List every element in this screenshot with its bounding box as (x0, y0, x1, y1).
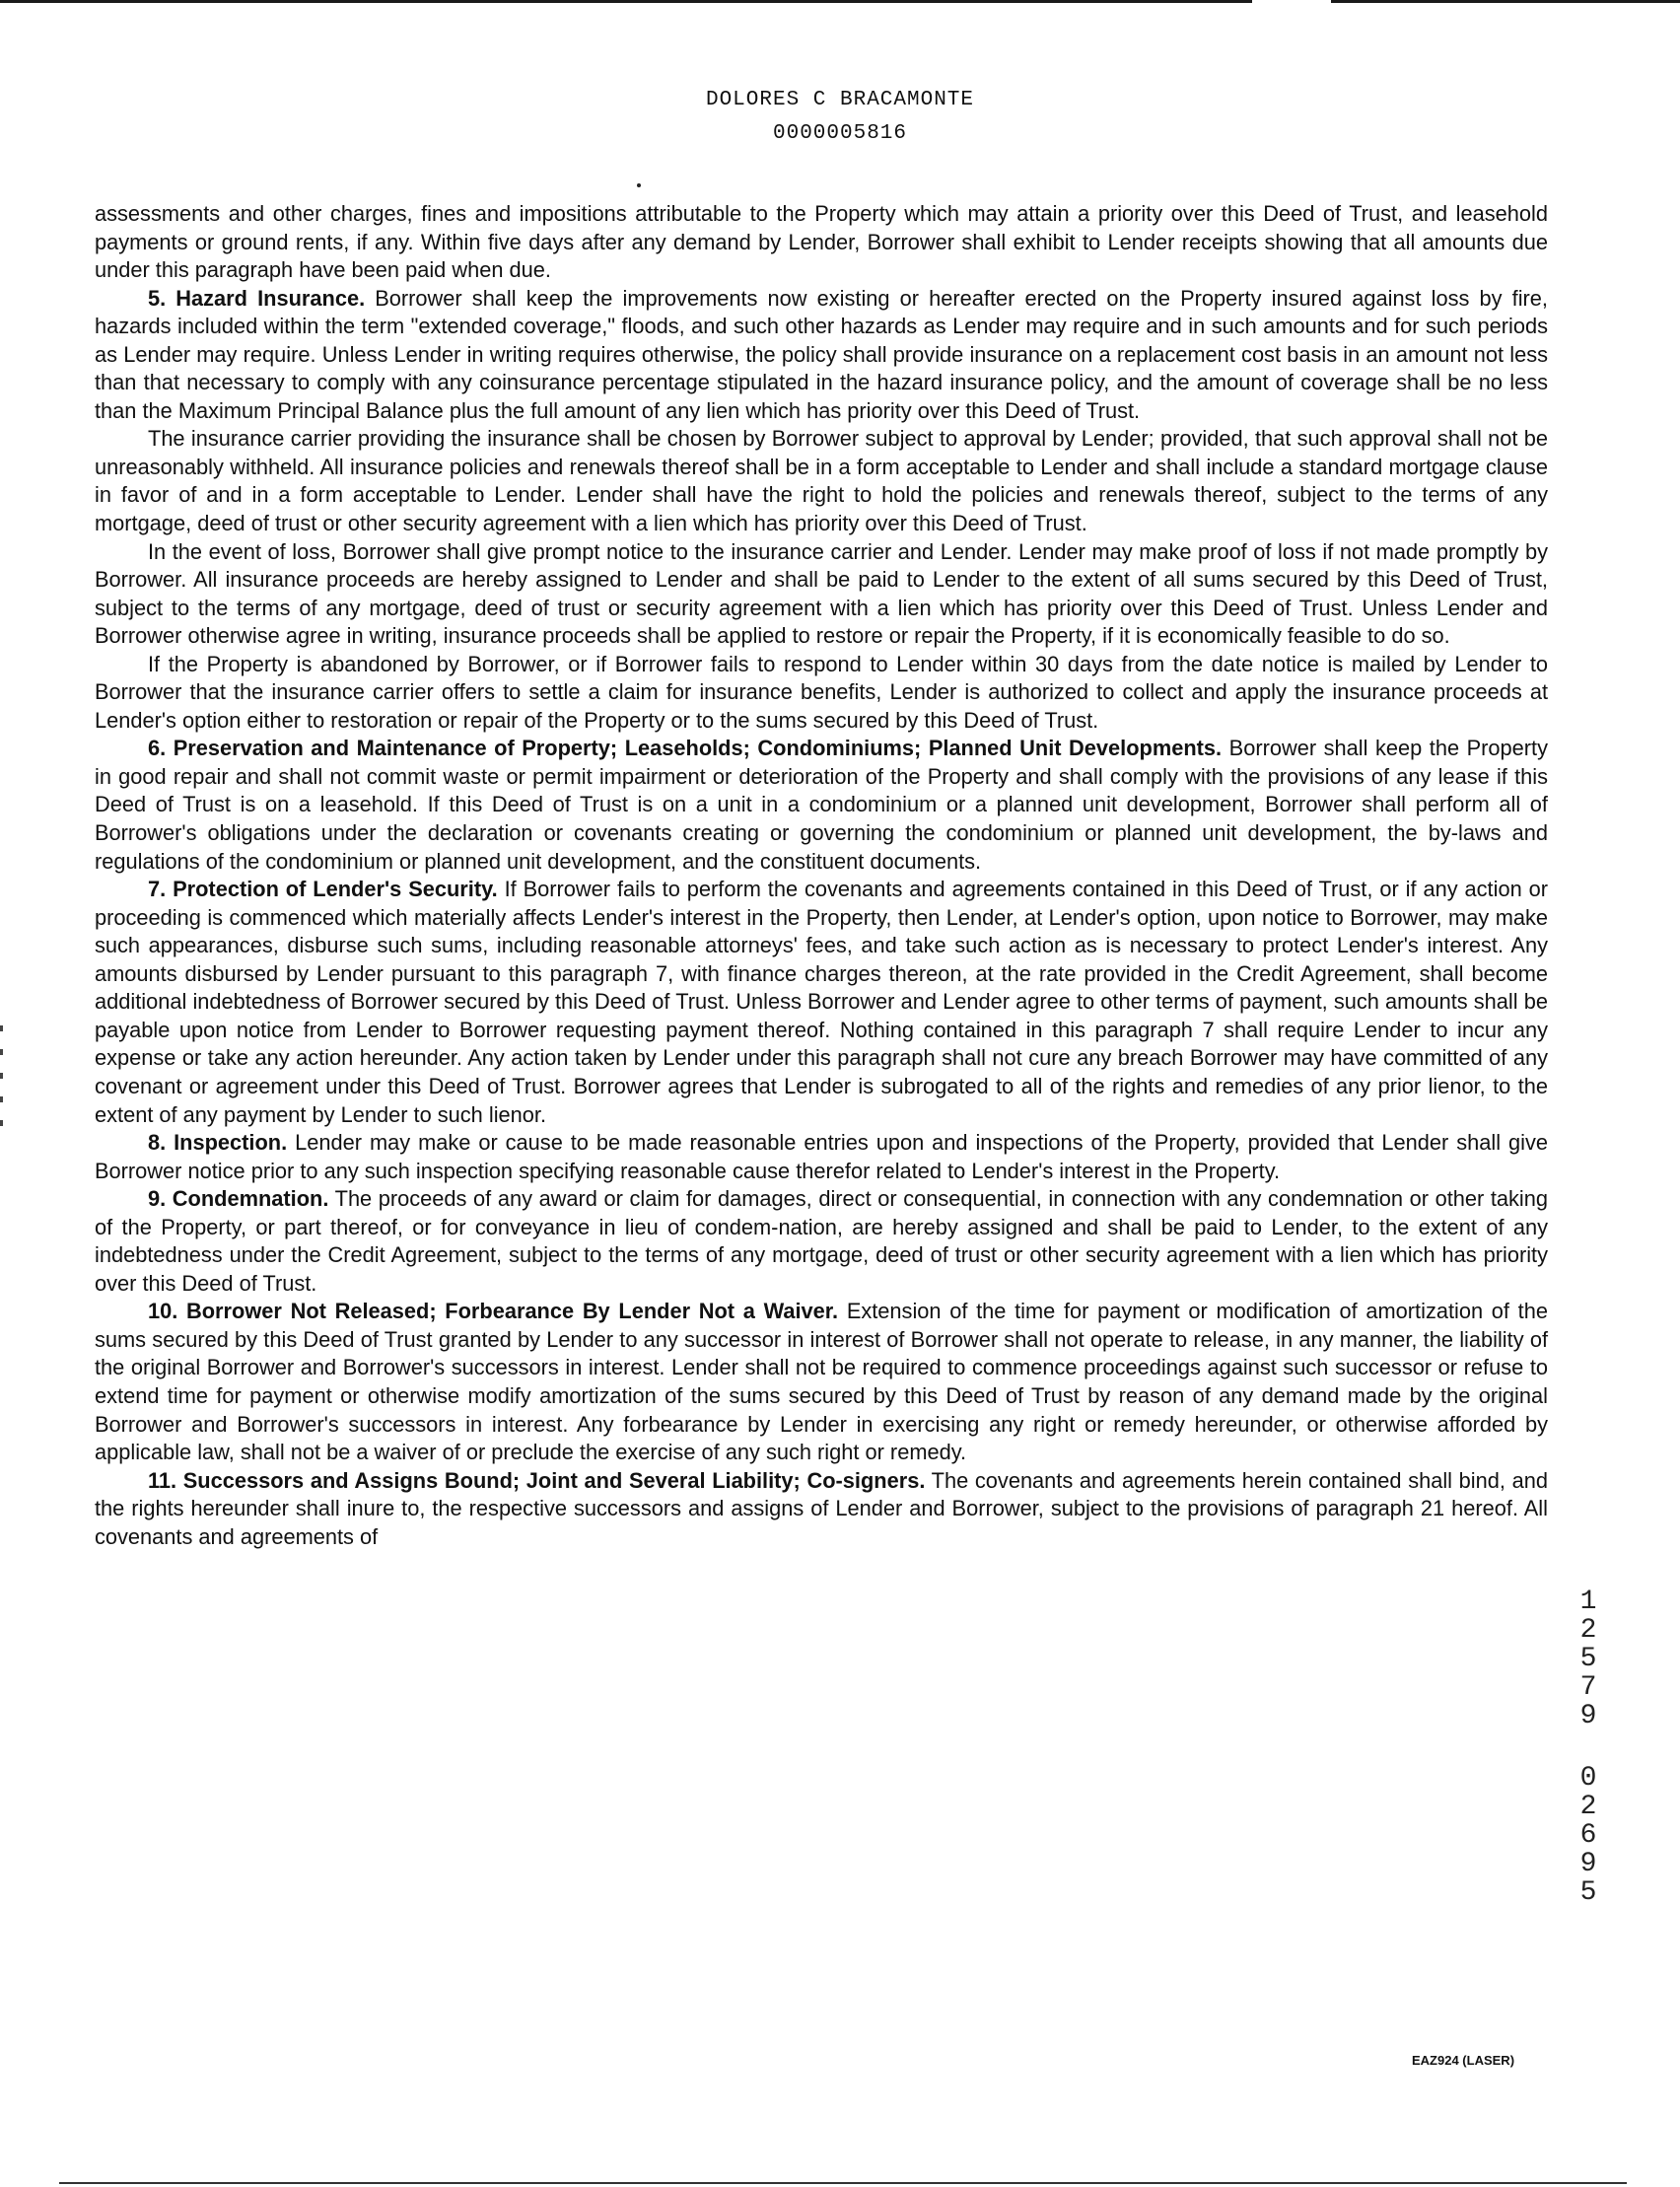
bottom-border-line (59, 2182, 1627, 2184)
scan-edge-mark (0, 1096, 3, 1102)
paragraph-text: If Borrower fails to perform the covenants and agreements contained in this Deed of Trust, or if any action or proceeding is commenced which materially affects Lender's interest in the Property, then Lender, at Lender's option, upon notice to Borrower, may make such appearances, disburse such sums, including reasonable attorneys' fees, and take such action as is necessary to protect Lender's interest. Any amounts disbursed by Lender pursuant to this paragraph 7, with finance charges thereon, at the rate provided in the Credit Agreement, shall become additional indebtedness of Borrower secured by this Deed of Trust. Unless Borrower and Lender agree to other terms of payment, such amounts shall be payable upon notice from Lender to Borrower requesting payment thereof. Nothing contained in this paragraph 7 shall require Lender to incur any expense or take any action hereunder. Any action taken by Lender under this paragraph shall not cure any breach Borrower may have committed of any covenant or agreement under this Deed of Trust. Borrower agrees that Lender is subrogated to all of the rights and remedies of any prior lienor, to the extent of any payment by Lender to such lienor. (95, 877, 1548, 1127)
scan-edge-mark (0, 1073, 3, 1079)
paragraph-borrower-not-released (95, 1298, 1548, 1466)
paragraph-text: assessments and other charges, fines and impositions attributable to the Property which may attain a priority over this Deed of Trust, and leasehold payments or ground rents, if any. Within five days after any demand by Lender, Borrower shall exhibit to Lender receipts showing that all amounts due under this paragraph have been paid when due. (95, 201, 1548, 283)
scan-edge-mark (0, 1120, 3, 1126)
paragraph-preservation (95, 735, 1548, 876)
form-code: EAZ924 (LASER) (1412, 2053, 1515, 2068)
recording-digit: 0 (1579, 1763, 1597, 1794)
paragraph-heading: 6. Preservation and Maintenance of Property; Leaseholds; Condominiums; Planned Unit Developments. (148, 736, 1223, 761)
recording-digit: 9 (1579, 1701, 1597, 1731)
paragraph-text: Borrower shall keep the improvements now existing or hereafter erected on the Property insured against loss by fire, hazards included within the term "extended coverage," floods, and such other hazards as Lender may require and in such amounts and for such periods as Lender may require. Unless Lender in writing requires otherwise, the policy shall provide insurance on a replacement cost basis in an amount not less than that necessary to comply with any coinsurance percentage stipulated in the hazard insurance policy, and the amount of coverage shall be no less than the Maximum Principal Balance plus the full amount of any lien which has priority over this Deed of Trust. (95, 285, 1548, 423)
paragraph-text: Extension of the time for payment or modification of amortization of the sums secured by this Deed of Trust granted by Lender to any successor in interest of Borrower shall not operate to release, in any manner, the liability of the original Borrower and Borrower's successors in interest. Lender shall not be required to commence proceedings against such successor or refuse to extend time for payment or otherwise modify amortization of the sums secured by this Deed of Trust by reason of any demand made by the original Borrower and Borrower's successors in interest. Any forbearance by Lender in exercising any right or remedy hereunder, or otherwise afforded by applicable law, shall not be a waiver of or preclude the exercise of any such right or remedy. (95, 1299, 1548, 1465)
paragraph-heading: 9. Condemnation. (148, 1186, 329, 1212)
recording-digit: 6 (1579, 1820, 1597, 1851)
loan-number: 0000005816 (772, 122, 908, 145)
paragraph-continuation (95, 200, 1548, 285)
document-body (95, 200, 1548, 1551)
paragraph-hazard-insurance (95, 285, 1548, 426)
recording-number-vertical (1574, 1587, 1603, 1907)
recording-digit: 2 (1579, 1615, 1597, 1646)
recording-digit: 5 (1579, 1877, 1597, 1908)
paragraph-condemnation (95, 1185, 1548, 1298)
paragraph-successors (95, 1467, 1548, 1552)
scan-edge-mark (0, 1025, 3, 1031)
paragraph-inspection (95, 1129, 1548, 1185)
scan-edge-mark (0, 1049, 3, 1055)
scan-speck (637, 183, 641, 187)
recording-digit: 2 (1579, 1792, 1597, 1822)
paragraph-heading: 7. Protection of Lender's Security. (148, 877, 498, 902)
paragraph-text: Lender may make or cause to be made reasonable entries upon and inspections of the Property, provided that Lender shall give Borrower notice prior to any such inspection specifying reasonable cause therefor related to Lender's interest in the Property. (95, 1130, 1548, 1183)
paragraph-text: In the event of loss, Borrower shall give prompt notice to the insurance carrier and Lender. Lender may make proof of loss if not made promptly by Borrower. All insurance proceeds are hereby assigned to Lender and shall be paid to Lender to the extent of all sums secured by this Deed of Trust, subject to the terms of any mortgage, deed of trust or security agreement with a lien which has priority over this Deed of Trust. Unless Lender and Borrower otherwise agree in writing, insurance proceeds shall be applied to restore or repair the Property, if it is economically feasible to do so. (95, 538, 1548, 649)
recording-digit: 9 (1579, 1849, 1597, 1879)
paragraph-abandoned-property (95, 651, 1548, 736)
recording-digit: 5 (1579, 1644, 1597, 1674)
paragraph-heading: 11. Successors and Assigns Bound; Joint and Several Liability; Co-signers. (148, 1467, 926, 1493)
top-border-line (0, 0, 1680, 3)
paragraph-text: The proceeds of any award or claim for damages, direct or consequential, in connection with any condemnation or other taking of the Property, or part thereof, or for conveyance in lieu of condem-nation, are hereby assigned and shall be paid to Lender, to the extent of any indebtedness under the Credit Agreement, subject to the terms of any mortgage, deed of trust or other security agreement with a lien which has priority over this Deed of Trust. (95, 1186, 1549, 1296)
paragraph-heading: 5. Hazard Insurance. (148, 285, 366, 311)
recording-number-gap (1574, 1730, 1603, 1764)
paragraph-event-of-loss (95, 538, 1548, 651)
paragraph-heading: 10. Borrower Not Released; Forbearance By Lender Not a Waiver. (148, 1299, 839, 1324)
paragraph-text: Borrower shall keep the Property in good repair and shall not commit waste or permit impairment or deterioration of the Property and shall comply with the provisions of any lease if this Deed of Trust is on a leasehold. If this Deed of Trust is on a unit in a condominium or a planned unit development, Borrower shall perform all of Borrower's obligations under the declaration or covenants creating or governing the condominium or planned unit development, the by-laws and regulations of the condominium or planned unit development, and the constituent documents. (95, 736, 1548, 874)
paragraph-text: The insurance carrier providing the insurance shall be chosen by Borrower subject to approval by Lender; provided, that such approval shall not be unreasonably withheld. All insurance policies and renewals thereof shall be in a form acceptable to Lender and shall include a standard mortgage clause in favor of and in a form acceptable to Lender. Lender shall have the right to hold the policies and renewals thereof, subject to the terms of any mortgage, deed of trust or other security agreement with a lien which has priority over this Deed of Trust. (95, 426, 1548, 536)
recording-digit: 1 (1579, 1587, 1597, 1617)
borrower-name: DOLORES C BRACAMONTE (705, 89, 975, 111)
recording-digit: 7 (1579, 1672, 1597, 1703)
paragraph-protection (95, 876, 1548, 1129)
paragraph-text: If the Property is abandoned by Borrower, or if Borrower fails to respond to Lender within 30 days from the date notice is mailed by Lender to Borrower that the insurance carrier offers to settle a claim for insurance benefits, Lender is authorized to collect and apply the insurance proceeds at Lender's option either to restoration or repair of the Property or to the sums secured by this Deed of Trust. (95, 651, 1548, 733)
paragraph-text: The covenants and agreements herein contained shall bind, and the rights hereunder shall inure to, the respective successors and assigns of Lender and Borrower, subject to the provisions of paragraph 21 hereof. All covenants and agreements of (95, 1467, 1548, 1549)
paragraph-insurance-carrier (95, 425, 1548, 537)
top-border-gap (1252, 0, 1331, 3)
paragraph-heading: 8. Inspection. (148, 1130, 288, 1156)
